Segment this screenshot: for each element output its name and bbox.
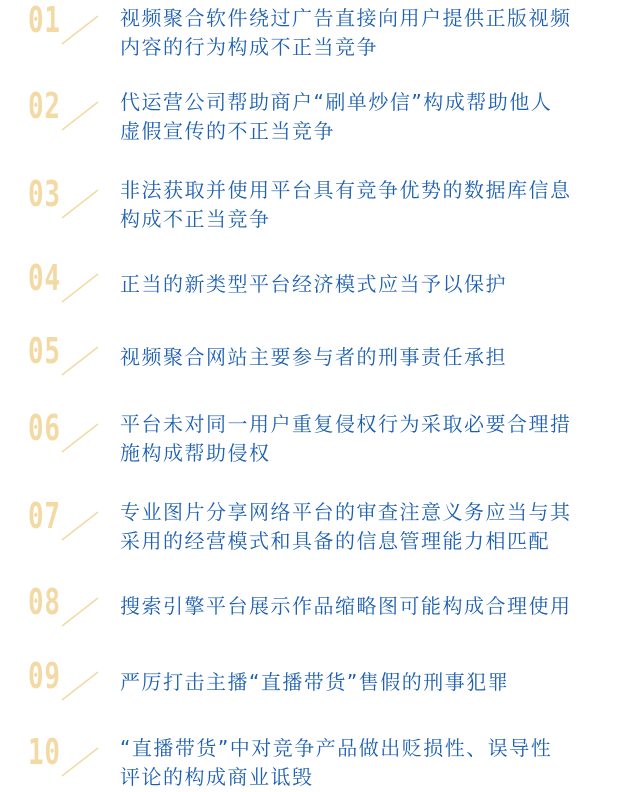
- slash-decoration-icon: [28, 260, 118, 304]
- item-title-line1: 非法获取并使用平台具有竞争优势的数据库信息: [120, 178, 572, 202]
- item-number-digits: 08: [28, 582, 61, 623]
- item-number-digits: 07: [28, 496, 61, 537]
- item-number-digits: 03: [28, 174, 61, 215]
- slash-decoration-icon: [28, 176, 118, 220]
- item-title-line1: 视频聚合网站主要参与者的刑事责任承担: [120, 345, 507, 369]
- item-title: [120, 734, 620, 792]
- item-title-line2: 采用的经营模式和具备的信息管理能力相匹配: [120, 529, 550, 553]
- item-number: [28, 260, 118, 304]
- item-title: [120, 176, 620, 234]
- item-title: [120, 592, 620, 621]
- item-number-digits: 05: [28, 331, 61, 372]
- item-title-line1: 搜索引擎平台展示作品缩略图可能构成合理使用: [120, 594, 572, 618]
- item-number-digits: 04: [28, 258, 61, 299]
- item-title: [120, 88, 620, 146]
- slash-decoration-icon: [28, 498, 118, 542]
- item-title-line1: 平台未对同一用户重复侵权行为采取必要合理措: [120, 412, 572, 436]
- slash-decoration-icon: [28, 658, 118, 702]
- item-number: [28, 734, 118, 778]
- item-number-digits: 06: [28, 408, 61, 449]
- item-title: [120, 498, 620, 556]
- item-number: [28, 658, 118, 702]
- item-title-line1: 代运营公司帮助商户“刷单炒信”构成帮助他人: [120, 90, 553, 114]
- item-title-line1: “直播带货”中对竞争产品做出贬损性、误导性: [120, 736, 553, 760]
- item-number: [28, 2, 118, 46]
- item-number-digits: 10: [28, 732, 61, 773]
- item-title-line1: 正当的新类型平台经济模式应当予以保护: [120, 272, 507, 296]
- item-number-digits: 09: [28, 656, 61, 697]
- item-number: [28, 333, 118, 377]
- item-number: [28, 410, 118, 454]
- slash-decoration-icon: [28, 734, 118, 778]
- item-title-line2: 虚假宣传的不正当竞争: [120, 119, 335, 143]
- item-number: [28, 176, 118, 220]
- item-number-digits: 01: [28, 0, 61, 41]
- slash-decoration-icon: [28, 88, 118, 132]
- item-title: [120, 410, 620, 468]
- item-title-line1: 专业图片分享网络平台的审查注意义务应当与其: [120, 500, 572, 524]
- item-title-line1: 严厉打击主播“直播带货”售假的刑事犯罪: [120, 670, 510, 694]
- item-title-line2: 内容的行为构成不正当竞争: [120, 35, 378, 59]
- item-title-line2: 构成不正当竞争: [120, 207, 271, 231]
- item-title: [120, 668, 620, 697]
- item-number: [28, 498, 118, 542]
- item-number-digits: 02: [28, 86, 61, 127]
- item-title-line2: 施构成帮助侵权: [120, 441, 271, 465]
- item-title-line2: 评论的构成商业诋毁: [120, 765, 314, 789]
- slash-decoration-icon: [28, 333, 118, 377]
- slash-decoration-icon: [28, 584, 118, 628]
- item-title: [120, 270, 620, 299]
- item-title-line1: 视频聚合软件绕过广告直接向用户提供正版视频: [120, 6, 572, 30]
- slash-decoration-icon: [28, 2, 118, 46]
- item-number: [28, 88, 118, 132]
- item-title: [120, 343, 620, 372]
- item-title: [120, 4, 620, 62]
- item-number: [28, 584, 118, 628]
- slash-decoration-icon: [28, 410, 118, 454]
